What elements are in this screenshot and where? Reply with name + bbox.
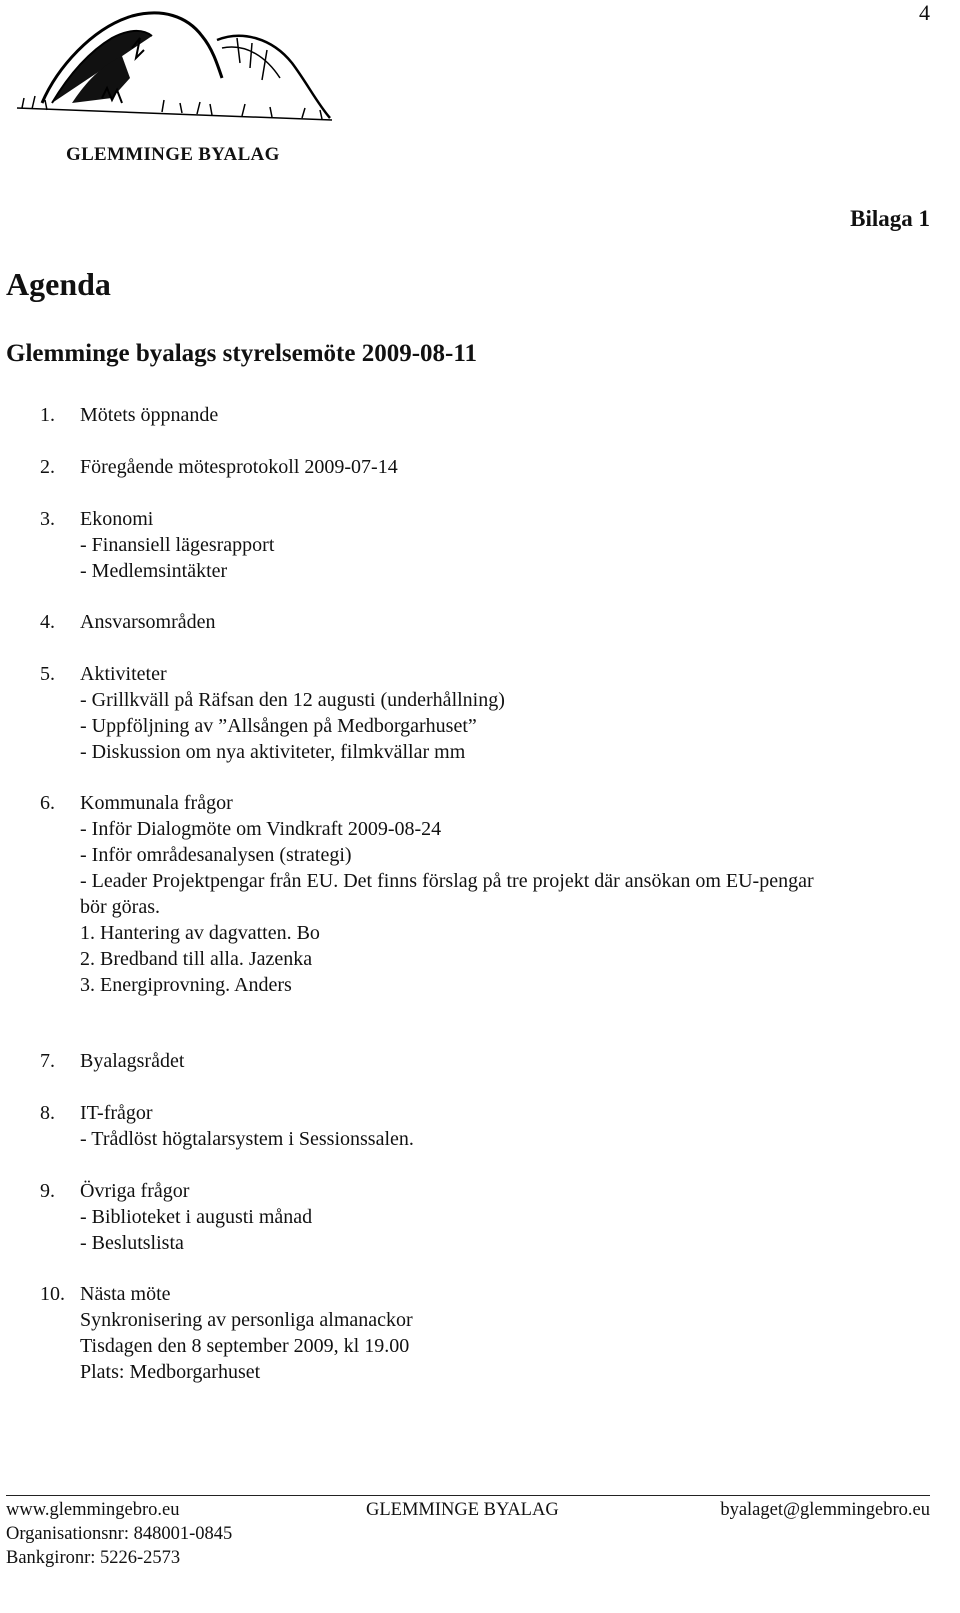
agenda-item-line: Övriga frågor (80, 1180, 190, 1202)
agenda-item-line: - Finansiell lägesrapport (80, 534, 275, 556)
footer-email-link[interactable]: byalaget@glemmingebro.eu (720, 1500, 930, 1520)
agenda-item-number: 2. (40, 456, 55, 478)
agenda-item-line: - Beslutslista (80, 1232, 184, 1254)
byalag-logo (12, 8, 342, 168)
agenda-item-line: 1. Hantering av dagvatten. Bo (80, 922, 320, 944)
agenda-item-number: 8. (40, 1102, 55, 1124)
byalag-logo-drawing-icon (12, 8, 342, 138)
agenda-item-line: Tisdagen den 8 september 2009, kl 19.00 (80, 1335, 410, 1357)
agenda-item-line: - Inför Dialogmöte om Vindkraft 2009-08-24 (80, 818, 442, 840)
agenda-item-number: 9. (40, 1180, 55, 1202)
agenda-item-line: bör göras. (80, 896, 160, 918)
agenda-item-line: - Biblioteket i augusti månad (80, 1206, 313, 1228)
agenda-item-line: - Diskussion om nya aktiviteter, filmkvällar mm (80, 741, 466, 763)
footer-divider (6, 1495, 930, 1496)
appendix-label: Bilaga 1 (850, 206, 930, 231)
footer (6, 1498, 930, 1570)
agenda-item-number: 3. (40, 508, 55, 530)
agenda-item-number: 5. (40, 663, 55, 685)
agenda-item-line: - Grillkväll på Räfsan den 12 augusti (underhållning) (80, 689, 505, 711)
agenda-item-line: Nästa möte (80, 1283, 171, 1305)
agenda-item-line: 2. Bredband till alla. Jazenka (80, 948, 313, 970)
agenda-item-line: - Medlemsintäkter (80, 560, 228, 582)
agenda-item-number: 6. (40, 792, 55, 814)
footer-bankgiro: Bankgironr: 5226-2573 (6, 1548, 181, 1568)
agenda-item-line: Ansvarsområden (80, 611, 216, 633)
footer-website-link[interactable]: www.glemmingebro.eu (6, 1500, 180, 1520)
agenda-item-line: Ekonomi (80, 508, 154, 530)
agenda-item-number: 10. (40, 1283, 65, 1305)
agenda-item-line: 3. Energiprovning. Anders (80, 974, 292, 996)
agenda-item-line: Aktiviteter (80, 663, 167, 685)
agenda-item-line: Mötets öppnande (80, 404, 219, 426)
agenda-item-line: - Inför områdesanalysen (strategi) (80, 844, 352, 866)
logo-org-name: GLEMMINGE BYALAG (66, 144, 280, 165)
agenda-item-number: 1. (40, 404, 55, 426)
agenda-item-number: 7. (40, 1050, 55, 1072)
agenda-item-line: - Trådlöst högtalarsystem i Sessionssalen. (80, 1128, 414, 1150)
footer-org-number: Organisationsnr: 848001-0845 (6, 1524, 233, 1544)
page-number: 4 (919, 0, 930, 25)
agenda-item-line: Föregående mötesprotokoll 2009-07-14 (80, 456, 398, 478)
agenda-item-line: Plats: Medborgarhuset (80, 1361, 261, 1383)
agenda-item-line: Synkronisering av personliga almanackor (80, 1309, 413, 1331)
page-title: Agenda (6, 266, 111, 302)
agenda-item-line: Byalagsrådet (80, 1050, 185, 1072)
agenda-item-line: - Uppföljning av ”Allsången på Medborgarhuset” (80, 715, 477, 737)
agenda-item-line: - Leader Projektpengar från EU. Det finns förslag på tre projekt där ansökan om EU-pengar (80, 870, 814, 892)
footer-org-name: GLEMMINGE BYALAG (366, 1500, 559, 1520)
agenda-item-number: 4. (40, 611, 55, 633)
meeting-subtitle: Glemminge byalags styrelsemöte 2009-08-11 (6, 340, 477, 367)
agenda-item-line: IT-frågor (80, 1102, 153, 1124)
agenda-item-line: Kommunala frågor (80, 792, 233, 814)
